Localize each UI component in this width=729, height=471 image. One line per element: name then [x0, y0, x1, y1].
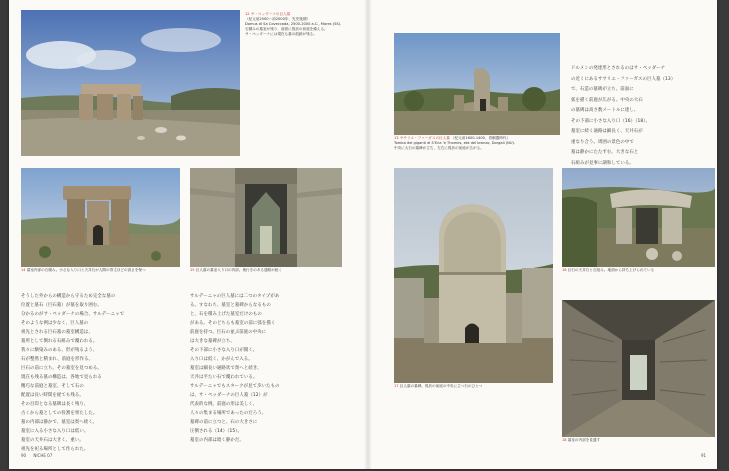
photo-12-dolmen: [21, 10, 240, 156]
text-line: 石組みが見事に調和している。: [571, 160, 634, 166]
folio-left: [21, 453, 52, 458]
text-line: ドルメンの発達形とされるのはサ・ペッダーナ: [571, 66, 666, 71]
caption-13: [394, 136, 562, 151]
text-line: 精巧な前庭と墓室、そして石の: [21, 384, 84, 389]
text-line: 墓室の天井石は大きく、重い。: [21, 438, 84, 443]
caption-13-desc: 中央に大石の墓碑が立ち、左右に弧状の前庭が広がる。: [394, 146, 484, 150]
caption-12-date: （紀元前2500〜前2000年、先史後期）: [245, 17, 311, 21]
text-line: 我々に馴染みのある、形が残るよう、: [21, 348, 98, 353]
text-line: その下部に小さな入り口（16）（18）。: [571, 118, 651, 124]
text-line: がある。そのどちらも墓室の前に弧を描く: [190, 321, 276, 326]
text-line: 墓室に続く通路は細長く、天井石が: [571, 129, 643, 134]
caption-18-number: 18: [562, 438, 567, 442]
photo-16-dolmen-capstone: [562, 168, 715, 267]
text-line: 石が整然と積まれ、前庭を形作る。: [21, 357, 94, 362]
page-number-left: 90: [21, 453, 27, 458]
text-line: その目印となる墓碑は長く残り、: [21, 402, 89, 407]
magazine-name: NICHE 07: [33, 453, 53, 458]
text-line: その下部に小さな入り口が開く。: [190, 348, 258, 353]
text-line: サルデーニャの巨人墓には二つのタイプがあ: [190, 294, 280, 299]
caption-15-number: 15: [190, 268, 195, 272]
caption-18: [562, 438, 717, 443]
text-line: 圧倒される（14）（15）。: [190, 429, 243, 434]
text-line: 祖先とされる巨石墓の墓室構造は、: [21, 330, 93, 335]
caption-17-text: 巨人墓の墓碑。弧状の前庭の中央に立つ石のひとつ: [399, 384, 483, 388]
text-line: る。すなわち、墓室と墓碑からなるもの: [190, 303, 271, 308]
text-line: の近くにあるササリエ・ファーガスの巨人墓（13）: [571, 76, 676, 82]
text-line: 現在も残る墓の構造は、各地で見られる: [21, 375, 102, 380]
text-line: と、石を積み上げた墓室だけのもの: [190, 312, 262, 317]
caption-15: [190, 268, 345, 273]
text-line: 古くから墓としての役割を果たした。: [21, 411, 98, 416]
text-line: そうした外からの構造から守るため完全な墓の: [21, 294, 116, 299]
text-line: 巨石の前に立ち、その墓室を見つめる。: [21, 366, 102, 371]
text-line: サルデーニャでもスタークが見て歩いたもの: [190, 384, 280, 389]
text-line: 墓碑の前に立つと、石の大きさに: [190, 420, 258, 425]
photo-18-chamber-interior: [562, 300, 715, 437]
caption-16-text: 巨石の天井石と石組み。地面から持ち上げられている: [567, 268, 655, 272]
caption-12-number: 12: [245, 12, 250, 16]
text-line: 墓室の内部は暗く静かだ。: [190, 438, 244, 443]
caption-13-latin: Tomba dei giganti di S'Ena 'e Thomes, età del bronzo, Dorgali (NU).: [394, 141, 515, 145]
caption-13-title: ササリエ・ファーガスの巨人墓: [399, 136, 450, 140]
text-line: そのような例は少なく、巨人墓の: [21, 321, 89, 326]
folio-right: [701, 453, 706, 458]
text-line: 墓所として倒れる石組みで覆われる。: [21, 339, 98, 344]
photo-17-stele: [394, 168, 553, 383]
caption-15-text: 巨人墓の墓室入り口の内部。奥行きのある通路が続く: [195, 268, 282, 272]
text-line: 前庭を持つ。巨石の並ぶ前庭の中央に: [190, 330, 267, 335]
text-line: 墓は静かにたたずむ。大きな石と: [571, 150, 639, 155]
caption-18-text: 墓室の内部を見通す: [567, 438, 601, 442]
caption-14-text: 墓室内部の石積み。小さな入り口と天井石が人間の背丈ほどの高さを保つ: [26, 268, 146, 272]
text-line: の墓碑は高さ数メートルに達し、: [571, 108, 639, 113]
caption-17: [394, 384, 556, 389]
caption-12-desc2: サ・ペッダーナには現在も墓の痕跡が残る。: [245, 32, 317, 36]
caption-16: [562, 268, 717, 273]
text-line: は大きな墓碑が立ち、: [190, 339, 235, 344]
caption-12-latin: Domus di Sa Coveccada, 2500-2000 a.C., Mores (SS).: [245, 22, 342, 26]
text-line: 墓の内部は静かで、墓室は奥へ続く。: [21, 420, 98, 425]
photo-15-chamber-entrance: [190, 168, 342, 267]
page-gutter: [364, 0, 372, 469]
text-line: 入り口は低く、かがんで入る。: [190, 357, 253, 362]
caption-16-number: 16: [562, 268, 567, 272]
text-line: 分かるのがサ・ペッダーナの場合、サルデーニャで: [21, 312, 125, 317]
photo-14-stone-chamber: [21, 168, 180, 267]
text-line: 人々の集まる場所であったのだろう。: [190, 411, 267, 416]
text-line: 祖先を祀る場所として作られた。: [21, 447, 89, 452]
text-line: 天井は平たい石で覆われている。: [190, 375, 258, 380]
caption-13-date: （紀元前1600-1400、青銅器時代）: [451, 136, 511, 140]
magazine-spread: [9, 0, 717, 469]
text-line: 墓室は細長い通路状で奥へと続き、: [190, 366, 262, 371]
caption-13-number: 13: [394, 136, 399, 140]
caption-17-number: 17: [394, 384, 399, 388]
caption-12-title: サ・ペッダーナの巨人墓: [250, 12, 291, 16]
text-line: 墓室に入る小さな入り口は低い。: [21, 429, 89, 434]
photo-13-giants-tomb: [394, 33, 560, 135]
text-line: 配置は長い時間を経ても残る。: [21, 393, 84, 398]
caption-12: [245, 12, 355, 37]
text-line: 弧を描く前庭が広がる。中央の大石: [571, 97, 643, 103]
text-line: 重なり合う。周囲の景色の中で: [571, 139, 634, 145]
caption-14-number: 14: [21, 268, 26, 272]
left-text-column-1: [21, 292, 181, 454]
caption-12-desc1: 石積みの墓室が残り、前面に弧状の前庭を備える。: [245, 27, 328, 31]
text-line: 代表的な例。前庭の形は美しく、: [190, 402, 258, 407]
caption-14: [21, 268, 183, 273]
text-line: は、サ・ペッダーナの巨人墓（12）が: [190, 393, 268, 398]
page-number-right: 91: [701, 453, 707, 458]
text-line: で、石造の墓碑が立ち、前面に: [571, 87, 634, 92]
left-text-column-2: [190, 292, 350, 445]
text-line: 位置と墓石（巨石墓）が墓を取り囲む。: [21, 303, 102, 308]
